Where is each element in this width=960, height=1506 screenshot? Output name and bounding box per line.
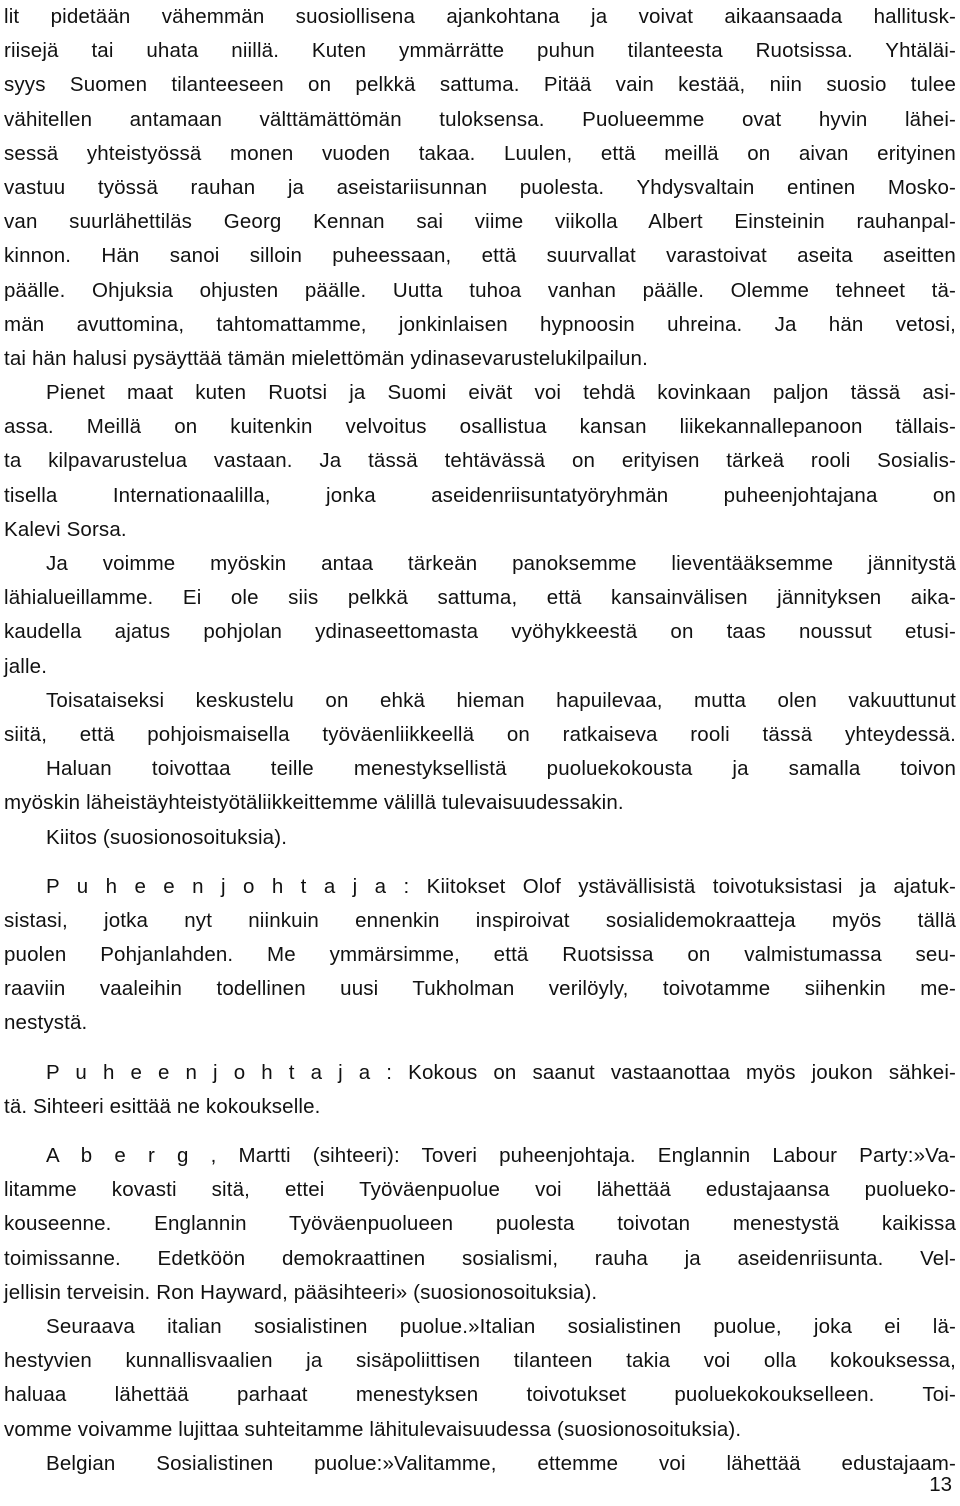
text-line: Seuraava italian sosialistinen puolue.»Italian sosialistinen puolue, joka ei lä- xyxy=(46,1314,956,1338)
text-line: puolen Pohjanlahden. Me ymmärsimme, että Ruotsissa on valmistumassa seu- xyxy=(4,943,956,967)
text-line: riisejä tai uhata niillä. Kuten ymmärrätte puhun tilanteesta Ruotsissa. Yhtäläi- xyxy=(4,39,956,63)
text-line: siitä, että pohjoismaisella työväenliikkeellä on ratkaiseva rooli tässä yhteydessä. xyxy=(4,722,956,746)
text-line: Ja voimme myöskin antaa tärkeän panoksemme lieventääksemme jännitystä xyxy=(46,552,956,575)
speaker-paragraph: A b e r g , Martti (sihteeri): Toveri puheenjohtaja. Englannin Labour Party:»Va- xyxy=(46,1144,956,1167)
paragraph-gap xyxy=(4,1041,956,1056)
paragraph-gap xyxy=(4,855,956,870)
text-line: jalle. xyxy=(4,654,48,678)
text-line: ta kilpavarustelua vastaan. Ja tässä tehtävässä on erityisen tärkeä rooli Sosialis- xyxy=(4,449,956,473)
paragraph-gap xyxy=(4,1124,956,1139)
text-line: van suurlähettiläs Georg Kennan sai viime viikolla Albert Einsteinin rauhanpal- xyxy=(4,210,956,234)
text-line: päälle. Ohjuksia ohjusten päälle. Uutta tuhoa vanhan päälle. Olemme tehneet tä- xyxy=(4,278,956,302)
text-line: Toisataiseksi keskustelu on ehkä hieman hapuilevaa, mutta olen vakuuttunut xyxy=(46,688,956,712)
speaker-paragraph: P u h e e n j o h t a j a : Kokous on saanut vastaanottaa myös joukon sähkei- xyxy=(46,1060,956,1084)
text-line: vastuu työssä rauhan ja aseistariisunnan puolesta. Yhdysvaltain entinen Mosko- xyxy=(4,175,956,199)
text-line: toimissanne. Edetköön demokraattinen sosialismi, rauha ja aseidenriisunta. Vel- xyxy=(4,1246,956,1270)
text-line: Kiitos (suosionosoituksia). xyxy=(46,825,288,849)
text-line: vähitellen antamaan välttämättömän tuloksensa. Puolueemme ovat hyvin lähei- xyxy=(4,107,956,131)
text-line: tai hän halusi pysäyttää tämän mielettömän ydinasevarustelukilpailun. xyxy=(4,346,648,370)
text-line: Belgian Sosialistinen puolue:»Valitamme, ettemme voi lähettää edustajaam- xyxy=(46,1451,956,1475)
text-line: myöskin läheistäyhteistyötäliikkeittemme välillä tulevaisuudessakin. xyxy=(4,791,624,815)
text-line: sistasi, jotka nyt niinkuin ennenkin inspiroivat sosialidemokraatteja myös tällä xyxy=(4,908,956,932)
text-line: vomme voivamme lujittaa suhteitamme lähitulevaisuudessa (suosionosoituksia). xyxy=(4,1417,742,1441)
text-line: litamme kovasti sitä, ettei Työväenpuolue voi lähettää edustajaansa puolueko- xyxy=(4,1178,956,1202)
text-line: Pienet maat kuten Ruotsi ja Suomi eivät voi tehdä kovinkaan paljon tässä asi- xyxy=(46,381,956,405)
text-line: assa. Meillä on kuitenkin velvoitus osallistua kansan liikekannallepanoon tällais- xyxy=(4,415,956,439)
text-line: Haluan toivottaa teille menestyksellistä puoluekokousta ja samalla toivon xyxy=(46,757,956,781)
text-line: tisella Internationaalilla, jonka aseidenriisuntatyöryhmän puheenjohtajana on xyxy=(4,483,956,507)
text-line: nestystä. xyxy=(4,1011,88,1035)
text-line: sessä yhteistyössä monen vuoden takaa. Luulen, että meillä on aivan erityinen xyxy=(4,141,956,165)
text-line: kinnon. Hän sanoi silloin puheessaan, että suurvallat varastoivat aseita aseitten xyxy=(4,244,956,268)
page-number: 13 xyxy=(929,1473,952,1496)
document-page xyxy=(4,0,956,1481)
text-line: kouseenne. Englannin Työväenpuolueen puolesta toivotan menestystä kaikissa xyxy=(4,1212,956,1236)
text-line: Kalevi Sorsa. xyxy=(4,517,127,541)
speaker-paragraph: P u h e e n j o h t a j a : Kiitokset Olof ystävällisistä toivotuksistasi ja ajatuk- xyxy=(46,874,956,898)
text-line: lähialueillamme. Ei ole siis pelkkä sattuma, että kansainvälisen jännityksen aika- xyxy=(4,586,956,610)
text-line: haluaa lähettää parhaat menestyksen toivotukset puoluekokoukselleen. Toi- xyxy=(4,1383,956,1407)
text-line: syys Suomen tilanteeseen on pelkkä sattuma. Pitää vain kestää, niin suosio tulee xyxy=(4,73,956,97)
text-line: hestyvien kunnallisvaalien ja sisäpoliittisen tilanteen takia voi olla kokouksessa, xyxy=(4,1349,956,1373)
text-line: lit pidetään vähemmän suosiollisena ajankohtana ja voivat aikaansaada hallitusk- xyxy=(4,5,956,28)
text-line: jellisin terveisin. Ron Hayward, pääsihteeri» (suosionosoituksia). xyxy=(4,1280,598,1304)
text-line: tä. Sihteeri esittää ne kokoukselle. xyxy=(4,1094,321,1118)
text-line: män avuttomina, tahtomattamme, jonkinlaisen hypnoosin uhreina. Ja hän vetosi, xyxy=(4,312,956,336)
text-line: raaviin vaaleihin todellinen uusi Tukholman verilöyly, toivotamme siihenkin me- xyxy=(4,977,956,1001)
text-line: kaudella ajatus pohjolan ydinaseettomasta vyöhykkeestä on taas noussut etusi- xyxy=(4,620,956,644)
